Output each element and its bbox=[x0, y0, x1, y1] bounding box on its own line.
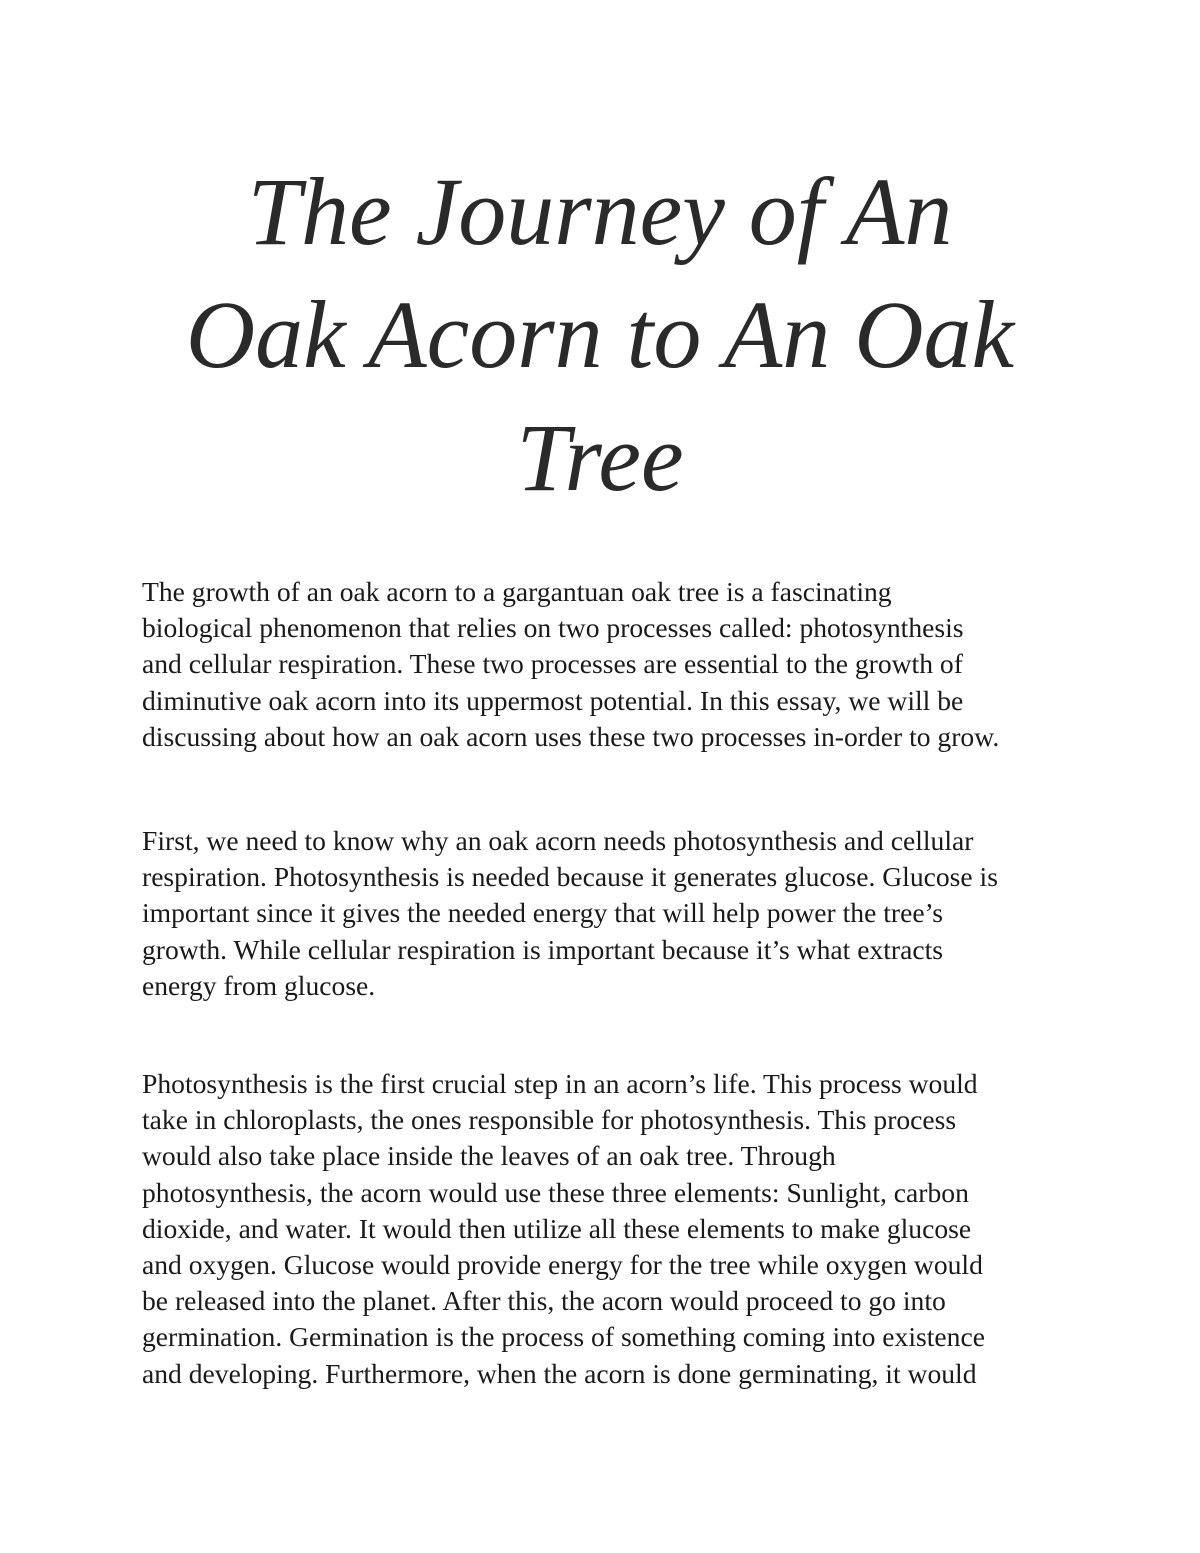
title-line: The Journey of An bbox=[247, 158, 953, 265]
paragraph-line: and cellular respiration. These two processes are essential to the growth of bbox=[142, 648, 963, 680]
paragraph-line: and developing. Furthermore, when the acorn is done germinating, it would bbox=[142, 1357, 977, 1389]
paragraph-line: would also take place inside the leaves of an oak tree. Through bbox=[142, 1140, 836, 1172]
paragraph-introduction bbox=[142, 574, 1102, 755]
paragraph-line: The growth of an oak acorn to a gargantuan oak tree is a fascinating bbox=[142, 576, 892, 607]
paragraph-line: First, we need to know why an oak acorn needs photosynthesis and cellular bbox=[142, 825, 974, 856]
paragraph-line: dioxide, and water. It would then utilize all these elements to make glucose bbox=[142, 1212, 972, 1244]
document-title bbox=[100, 150, 1100, 519]
paragraph-photosynthesis bbox=[142, 1066, 1102, 1392]
paragraph-line: diminutive oak acorn into its uppermost potential. In this essay, we will be bbox=[142, 684, 964, 716]
paragraph-line: growth. While cellular respiration is important because it’s what extracts bbox=[142, 933, 943, 965]
paragraph-line: energy from glucose. bbox=[142, 969, 376, 1001]
paragraph-line: discussing about how an oak acorn uses these two processes in-order to grow. bbox=[142, 720, 1000, 752]
paragraph-line: biological phenomenon that relies on two processes called: photosynthesis bbox=[142, 612, 964, 644]
paragraph-line: take in chloroplasts, the ones responsible for photosynthesis. This process bbox=[142, 1104, 957, 1136]
paragraph-line: important since it gives the needed energy that will help power the tree’s bbox=[142, 897, 943, 929]
paragraph-line: photosynthesis, the acorn would use these three elements: Sunlight, carbon bbox=[142, 1176, 969, 1208]
paragraph-line: Photosynthesis is the first crucial step in an acorn’s life. This process would bbox=[142, 1068, 978, 1099]
title-line: Oak Acorn to An Oak bbox=[185, 281, 1015, 388]
paragraph-line: and oxygen. Glucose would provide energy for the tree while oxygen would bbox=[142, 1249, 983, 1281]
paragraph-line: respiration. Photosynthesis is needed because it generates glucose. Glucose is bbox=[142, 861, 998, 893]
paragraph-why-processes bbox=[142, 823, 1102, 1004]
paragraph-line: be released into the planet. After this, the acorn would proceed to go into bbox=[142, 1285, 946, 1317]
title-line: Tree bbox=[516, 404, 684, 511]
paragraph-line: germination. Germination is the process of something coming into existence bbox=[142, 1321, 985, 1353]
